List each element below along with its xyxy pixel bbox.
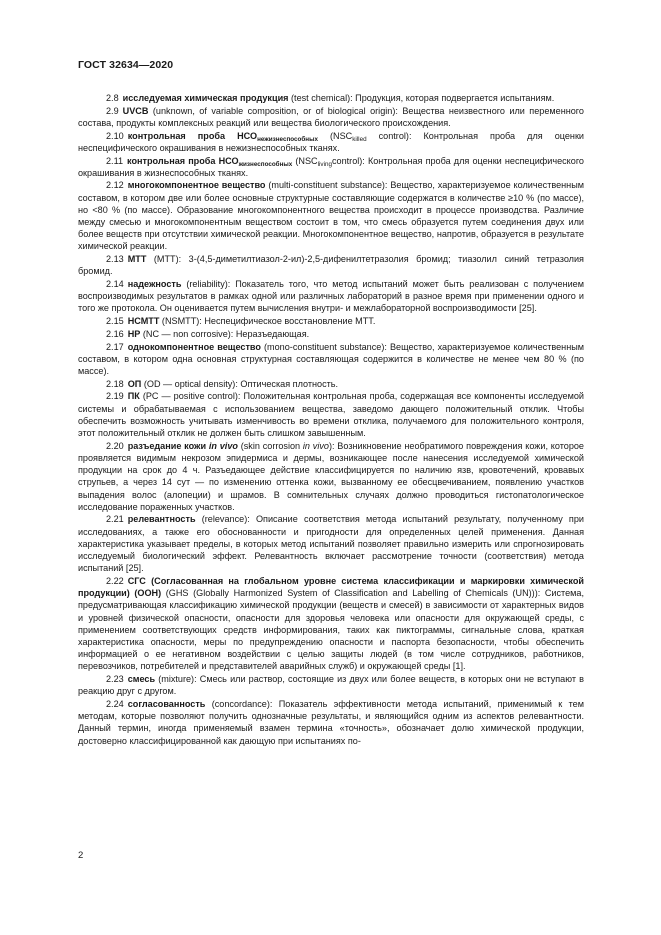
- definition-entry: [78, 513, 584, 574]
- definition-entry: [78, 105, 584, 129]
- definition-entry: [78, 278, 584, 315]
- entry-term: согласованность: [127, 698, 206, 709]
- entry-text: (relevance): Описание соответствия метода испытаний результату, полученному при исследованиях, а также его обоснованности и пригодности для определенных целей применения. Данная характеристика указывает пределы, в которых метод испытаний позволяет правильно измерить или спрогнозировать исследуемый биологический эффект. Релевантность включает рассмотрение точности (соответствия) метода испытаний [25].: [78, 514, 584, 574]
- entry-text: (mono-constituent substance): Вещество, характеризуемое количественным составом, в котором одна основная структурная составляющая содержится в количестве не менее чем 80 % (по массе).: [78, 341, 585, 376]
- entry-text: (NC — non corrosive): Неразъедающая.: [140, 328, 310, 339]
- entry-text: (skin corrosion: [237, 440, 303, 451]
- definition-entry: [78, 341, 584, 378]
- entry-text: (mixture): Смесь или раствор, состоящие из двух или более веществ, в которых они не вступают в реакцию друг с другом.: [78, 674, 584, 697]
- entry-term: однокомпонентное вещество: [127, 341, 261, 352]
- entry-number: 2.16: [106, 328, 124, 339]
- definition-entry: [78, 673, 584, 697]
- entry-number: 2.12: [106, 180, 124, 191]
- entry-term: НСМТТ: [127, 316, 160, 327]
- definition-entry: [78, 575, 584, 673]
- definition-entry: [78, 253, 584, 277]
- entry-term: многокомпонентное вещество: [127, 180, 266, 191]
- definition-entry: [78, 440, 584, 513]
- entry-number: 2.10: [106, 130, 124, 141]
- page-number: 2: [78, 850, 84, 861]
- entry-number: 2.20: [106, 440, 124, 451]
- entry-text: (test chemical): Продукция, которая подвергается испытаниям.: [288, 93, 555, 103]
- entry-term: СГС (Согласованная на глобальном уровне система классификации и маркировки химической продукции) (ООН): [78, 575, 584, 599]
- entry-number: 2.19: [106, 391, 124, 402]
- entry-term: исследуемая химическая продукция: [122, 93, 289, 103]
- definition-entry: [78, 328, 584, 340]
- entry-text: control): Контрольная проба для оценки неспецифического окрашивания в нежизнеспособных тканях.: [78, 130, 585, 153]
- entry-term: контрольная проба НСО: [127, 155, 239, 166]
- entry-text: (NSMTT): Неспецифическое восстановление МТТ.: [159, 316, 376, 327]
- entry-term: НР: [127, 328, 141, 339]
- definition-entry: [78, 378, 584, 390]
- entry-term: разъедание кожи: [127, 440, 209, 451]
- entry-number: 2.23: [106, 674, 124, 685]
- entry-number: 2.17: [106, 341, 124, 352]
- entry-text: (OD — optical density): Оптическая плотность.: [141, 378, 339, 389]
- entry-text: control): Контрольная проба для оценки неспецифического окрашивания в жизнеспособных тканях.: [78, 155, 584, 178]
- entry-number: 2.15: [106, 316, 124, 327]
- definition-entry: [78, 130, 584, 154]
- entry-number: 2.11: [106, 155, 124, 166]
- definition-entry: [78, 390, 584, 439]
- entry-text-italic: in vivo: [302, 440, 329, 451]
- entry-text-subscript: living: [317, 160, 332, 168]
- entry-text: (NSC: [292, 155, 318, 166]
- entry-term: ОП: [127, 378, 142, 389]
- entry-number: 2.9: [106, 105, 119, 116]
- entry-text: (concordance): Показатель эффективности метода испытаний, применимый к тем методам, которые позволяют получить однозначные результаты, и являющийся одним из аспектов релевантности. Данный термин, иногда применяемый взамен термина «точность», обозначает долю химической продукции, достоверно классифицированной как дающую при испытаниях по-: [78, 698, 584, 746]
- entry-number: 2.14: [106, 279, 124, 290]
- entry-term-subscript: жизнеспособных: [238, 160, 293, 168]
- entry-number: 2.21: [106, 514, 124, 525]
- entry-term: ПК: [127, 391, 140, 402]
- entry-term-subscript: нежизнеспособных: [257, 135, 318, 143]
- entry-text: (reliability): Показатель того, что метод испытаний может быть реализован с получением воспроизводимых результатов в рамках одной или различных лабораторий в разное время при применении одного и того же протокола. Он оценивается путем вычисления внутри- и межлабораторной воспроизводимости [25].: [78, 279, 584, 314]
- entry-term: контрольная проба НСО: [127, 130, 258, 141]
- entry-number: 2.22: [106, 575, 124, 586]
- entry-text: (MTT): 3-(4,5-диметилтиазол-2-ил)-2,5-дифенилтетразолия бромид; тиазолил синий тетразолия бромид.: [78, 254, 584, 277]
- entry-number: 2.18: [106, 378, 124, 389]
- definition-entry: [78, 698, 584, 747]
- entry-text: (NSC: [317, 130, 353, 141]
- entry-term: релевантность: [127, 514, 196, 525]
- entry-number: 2.13: [106, 254, 124, 265]
- entry-term: смесь: [127, 674, 156, 685]
- definition-entry: [78, 315, 584, 327]
- document-id-header: ГОСТ 32634—2020: [78, 59, 174, 71]
- entry-text: (multi-constituent substance): Вещество, характеризуемое количественным составом, в котором две или более основные структурные составляющие содержатся в количестве ≥10 % (по массе), но <80 % (по массе). Образование многокомпонентного вещества происходит в процессе производства. Различие между смесью и многокомпонентным веществом состоит в том, что смесь образуется путем соединения двух или более веществ при отсутствии химической реакции. Многокомпонентное вещество, напротив, образуется в результате химической реакции.: [78, 180, 584, 252]
- definition-entry: [78, 92, 584, 104]
- definition-entry: [78, 155, 584, 179]
- entry-term: МТТ: [127, 254, 147, 265]
- definition-entry: [78, 179, 584, 252]
- entry-text: (PC — positive control): Положительная контрольная проба, содержащая все компоненты исследуемой системы и обрабатываемая с использованием вещества, заведомо дающего положительный отклик. Чтобы обеспечить возможность учитывать изменчивость во времени отклика, получаемого для положительного контроля, этот положительный отклик не должен быть слишком завышенным.: [78, 391, 584, 438]
- entry-number: 2.24: [106, 698, 124, 709]
- entry-text-subscript: killed: [352, 135, 367, 143]
- entry-term: UVCB: [122, 105, 149, 116]
- entry-term-italic: in vivo: [208, 440, 238, 451]
- entry-text: (unknown, of variable composition, or of biological origin): Вещества неизвестного или переменного состава, продукты комплексных реакций или вещества биологического происхождения.: [78, 105, 584, 128]
- entry-text: ): Возникновение необратимого повреждения кожи, которое проявляется видимым некрозом эпидермиса и дермы, возникающее после нанесения исследуемой химической продукции на срок до 4 ч. Разъедающее действие классифицируется по наличию язв, кровотечений, кровавых струпьев, а через 14 сут — по изменению оттенка кожи, вызванному ее обесцвечиванием, появлению участков выпадения волос (алопеции) и шрамов. В сомнительных случаях должно проводиться гистопатологическое исследование пораженных участков.: [78, 440, 584, 512]
- entry-number: 2.8: [106, 93, 119, 103]
- definitions-body: [78, 92, 584, 747]
- entry-text: (GHS (Globally Harmonized System of Classification and Labelling of Chemicals (UN))): Система, предусматривающая классификацию химической продукции (веществ и смесей) в зависимости от характерных видов и уровней физической опасности, опасности для здоровья человека или опасности для окружающей среды, с применением соответствующих средств информирования, таких как пиктограммы, сигнальные слова, краткая характеристика опасности, меры по предупреждению опасности и паспорта безопасности, чтобы обеспечить информацией о ее негативном воздействии с целью защиты людей (в том числе сотрудников, работников, перевозчиков, потребителей и представителей аварийных служб) и окружающей среды [1].: [78, 588, 584, 672]
- entry-term: надежность: [127, 279, 182, 290]
